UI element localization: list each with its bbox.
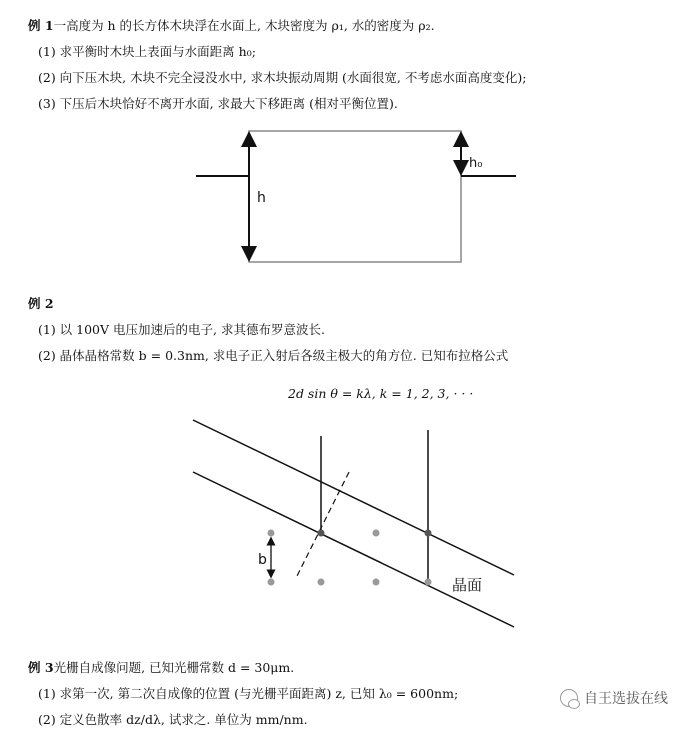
label-b: b <box>258 552 267 568</box>
floating-block-figure <box>0 0 694 300</box>
example2-heading: 例 2 <box>28 296 54 311</box>
example3-header <box>28 660 294 676</box>
label-crystal-plane: 晶面 <box>452 576 483 594</box>
lattice-atom <box>425 579 432 586</box>
example3-intro: 光栅自成像问题, 已知光栅常数 d = 30μm. <box>53 660 295 675</box>
example3-item-2: (2) 定义色散率 dz/dλ, 试求之. 单位为 mm/nm. <box>38 712 308 727</box>
example2-item-2: (2) 晶体晶格常数 b = 0.3nm, 求电子正入射后各级主极大的角方位. 已知布拉格公式 <box>38 348 509 363</box>
lattice-atom <box>268 530 275 537</box>
label-h: h <box>257 190 266 206</box>
example1-item-2: (2) 向下压木块, 木块不完全浸没水中, 求木块振动周期 (水面很宽, 不考虑水面高度变化); <box>38 70 527 85</box>
example2-item-1: (1) 以 100V 电压加速后的电子, 求其德布罗意波长. <box>38 322 325 337</box>
lattice-atom <box>318 579 325 586</box>
crystal-plane-line-2 <box>193 472 514 627</box>
example1-intro: 一高度为 h 的长方体木块浮在水面上, 木块密度为 ρ₁, 水的密度为 ρ₂. <box>53 18 435 33</box>
lattice-atom <box>373 530 380 537</box>
example1-heading: 例 1 <box>28 18 54 33</box>
lattice-atom <box>425 530 432 537</box>
watermark-text: 自王选拔在线 <box>584 691 668 707</box>
example1-item-3: (3) 下压后木块恰好不离开水面, 求最大下移距离 (相对平衡位置). <box>38 96 398 111</box>
crystal-diffraction-figure <box>0 400 694 640</box>
watermark <box>560 688 668 708</box>
label-h0: h₀ <box>469 156 483 171</box>
example1-item-1: (1) 求平衡时木块上表面与水面距离 h₀; <box>38 44 256 59</box>
crystal-plane-line-1 <box>193 420 514 575</box>
lattice-atom <box>268 579 275 586</box>
lattice-atom <box>318 530 325 537</box>
wechat-icon <box>560 689 578 707</box>
bragg-equation: 2d sin θ = kλ, k = 1, 2, 3, · · · <box>288 386 474 401</box>
wooden-block <box>249 131 461 262</box>
example3-heading: 例 3 <box>28 660 54 675</box>
lattice-atom <box>373 579 380 586</box>
example3-item-1: (1) 求第一次, 第二次自成像的位置 (与光栅平面距离) z, 已知 λ₀ = 600nm; <box>38 686 459 701</box>
